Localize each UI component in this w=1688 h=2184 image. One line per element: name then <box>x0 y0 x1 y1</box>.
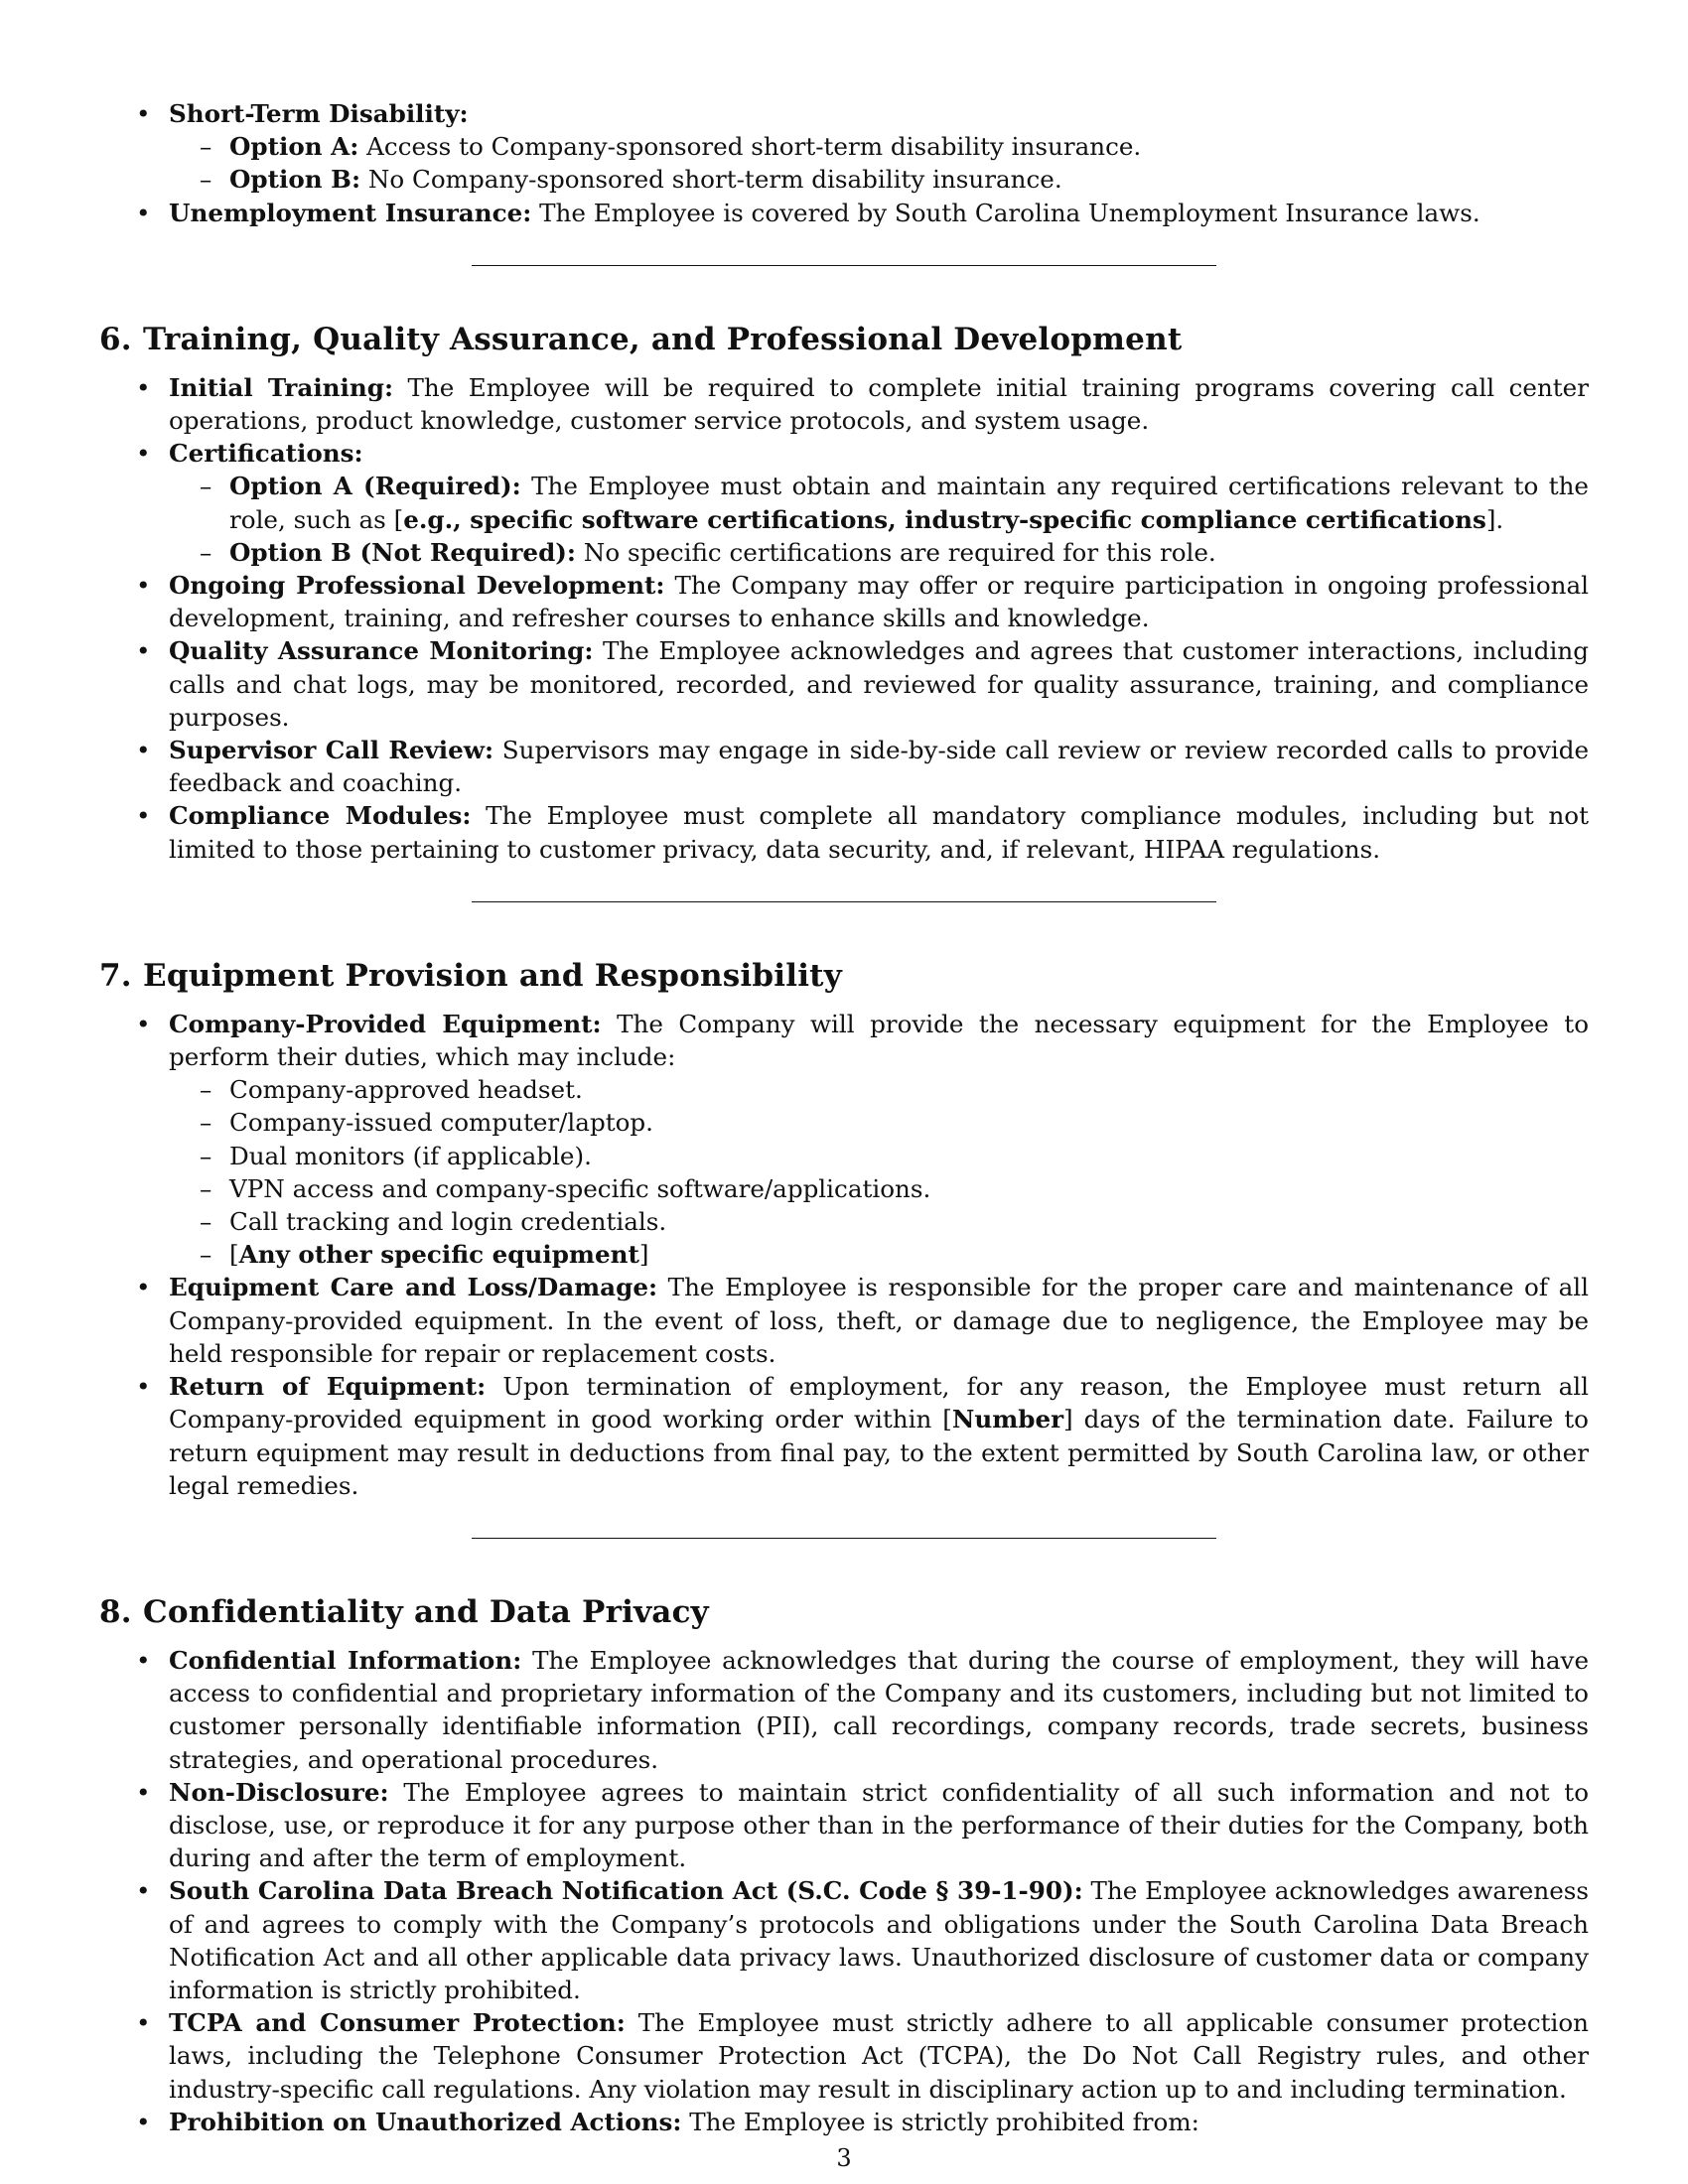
section-title: Confidentiality and Data Privacy <box>143 1593 709 1630</box>
list-item <box>99 1874 1589 2006</box>
item-text: The Employee must strictly adhere to all applicable consumer protection laws, including the Telephone Consumer Protection Act (TCPA), the Do Not Call Registry rules, and other industry-specific call regulations. Any violation may result in disciplinary action up to and including termination. <box>169 2008 1589 2104</box>
item-text: ] <box>638 1240 649 1270</box>
item-label: Company-Provided Equipment: <box>169 1009 602 1038</box>
item-text: The Employee must obtain and maintain any required certifications relevant to the role, such as [ <box>229 472 1589 534</box>
item-text: The Employee is strictly prohibited from: <box>681 2107 1199 2136</box>
item-text: Supervisors may engage in side-by-side call review or review recorded calls to provide feedback and coaching. <box>169 736 1590 798</box>
sub-list-item: – VPN access and company-specific software/applications. <box>169 1172 1589 1205</box>
item-label: Unemployment Insurance: <box>169 198 532 227</box>
section-number: 6. <box>99 321 132 357</box>
list-item <box>99 1271 1589 1370</box>
section-list <box>99 371 1589 866</box>
item-text: ]. <box>1485 504 1504 534</box>
item-text: The Employee acknowledges awareness of and agrees to comply with the Company’s protocols and obligations under the South Carolina Data Breach Notification Act and all other applicable data privacy laws. Unauthorized disclosure of customer data or company information is strictly prohibited. <box>169 1876 1589 2004</box>
item-label: Return of Equipment: <box>169 1372 487 1402</box>
section-title: Equipment Provision and Responsibility <box>143 957 842 994</box>
item-label: Prohibition on Unauthorized Actions: <box>169 2107 682 2136</box>
section-number: 8. <box>99 1593 132 1630</box>
item-label: Ongoing Professional Development: <box>169 571 665 601</box>
sub-list-item <box>169 1238 1589 1271</box>
list-item <box>99 734 1589 799</box>
list-item <box>99 1776 1589 1875</box>
placeholder-text: Number <box>951 1405 1064 1434</box>
item-text: The Employee must complete all mandatory compliance modules, including but not limited to those pertaining to customer privacy, data security, and, if relevant, HIPAA regulations. <box>169 801 1589 864</box>
placeholder-text: Any other specific equipment <box>238 1240 639 1270</box>
item-text: No specific certifications are required for this role. <box>575 537 1216 567</box>
item-label: South Carolina Data Breach Notification Act (S.C. Code § 39-1-90): <box>169 1876 1083 1906</box>
item-text: The Employee agrees to maintain strict confidentiality of all such information and not to disclose, use, or reproduce it for any purpose other than in the performance of their duties for the Company, both during and after the term of employment. <box>169 1777 1589 1873</box>
item-text: [ <box>229 1240 239 1270</box>
list-item <box>99 634 1589 734</box>
section-divider <box>472 265 1216 266</box>
item-label: Option A: <box>229 132 359 162</box>
sub-list-item <box>169 536 1589 569</box>
list-item <box>99 197 1589 229</box>
item-text: The Employee is covered by South Carolina Unemployment Insurance laws. <box>531 198 1480 227</box>
list-item <box>99 2106 1589 2138</box>
placeholder-text: e.g., specific software certifications, industry-specific compliance certifications <box>403 504 1486 534</box>
item-text: Upon termination of employment, for any reason, the Employee must return all Company-provided equipment in good working order within [ <box>169 1372 1590 1434</box>
list-item <box>99 799 1589 865</box>
item-label: Option B: <box>229 165 361 195</box>
item-text: The Employee acknowledges that during the course of employment, they will have access to confidential and proprietary information of the Company and its customers, including but not limited to customer personally identifiable information (PII), call recordings, company records, trade secrets, business strategies, and operational procedures. <box>169 1645 1590 1774</box>
section-title: Training, Quality Assurance, and Professional Development <box>143 321 1183 357</box>
sub-list-item: – Company-approved headset. <box>169 1073 1589 1106</box>
item-label: Non-Disclosure: <box>169 1777 389 1807</box>
section-heading <box>99 958 1589 994</box>
section-heading <box>99 1594 1589 1630</box>
sub-list-item: – Dual monitors (if applicable). <box>169 1140 1589 1172</box>
document-page <box>99 97 1589 2138</box>
item-text: ] days of the termination date. Failure to return equipment may result in deductions from final pay, to the extent permitted by South Carolina law, or other legal remedies. <box>169 1405 1589 1500</box>
section-divider <box>472 1538 1216 1539</box>
item-label: TCPA and Consumer Protection: <box>169 2008 626 2038</box>
sub-list <box>169 470 1589 569</box>
item-label: Short-Term Disability: <box>169 99 469 128</box>
sub-list-item: – Call tracking and login credentials. <box>169 1205 1589 1238</box>
list-item <box>99 1008 1589 1272</box>
item-text: The Employee is responsible for the proper care and maintenance of all Company-provided equipment. In the event of loss, theft, or damage due to negligence, the Employee may be held responsible for repair or replacement costs. <box>169 1273 1589 1368</box>
item-label: Supervisor Call Review: <box>169 736 494 765</box>
item-label: Confidential Information: <box>169 1645 522 1675</box>
item-label: Option B (Not Required): <box>229 537 576 567</box>
item-label: Certifications: <box>169 439 363 469</box>
equipment-list <box>169 1073 1589 1271</box>
item-text: The Company may offer or require participation in ongoing professional development, training, and refresher courses to enhance skills and knowledge. <box>169 571 1589 633</box>
list-item <box>99 437 1589 569</box>
benefits-list <box>99 97 1589 229</box>
section-number: 7. <box>99 957 132 994</box>
sub-list-item: – Company-issued computer/laptop. <box>169 1106 1589 1139</box>
item-text: The Employee acknowledges and agrees that customer interactions, including calls and chat logs, may be monitored, recorded, and reviewed for quality assurance, training, and compliance purposes. <box>169 636 1589 732</box>
list-item <box>99 97 1589 197</box>
list-item <box>99 569 1589 634</box>
sub-list <box>169 130 1589 196</box>
list-item <box>99 1370 1589 1502</box>
section-list <box>99 1008 1589 1502</box>
sub-list-item <box>169 130 1589 163</box>
sub-list-item <box>169 470 1589 535</box>
item-text: Access to Company-sponsored short-term disability insurance. <box>358 132 1142 162</box>
item-label: Compliance Modules: <box>169 801 472 831</box>
item-label: Option A (Required): <box>229 472 521 501</box>
item-text: The Employee will be required to complete initial training programs covering call center operations, product knowledge, customer service protocols, and system usage. <box>169 372 1589 436</box>
list-item <box>99 371 1589 437</box>
page-number: 3 <box>836 2144 852 2172</box>
section-heading <box>99 322 1589 357</box>
list-item <box>99 2006 1589 2106</box>
item-text: No Company-sponsored short-term disability insurance. <box>360 165 1062 195</box>
section-divider <box>472 901 1216 902</box>
section-list <box>99 1644 1589 2138</box>
item-label: Equipment Care and Loss/Damage: <box>169 1273 658 1302</box>
item-label: Initial Training: <box>169 372 394 402</box>
item-label: Quality Assurance Monitoring: <box>169 636 594 666</box>
list-item <box>99 1644 1589 1776</box>
item-text: The Company will provide the necessary equipment for the Employee to perform their duties, which may include: <box>169 1009 1589 1072</box>
sub-list-item <box>169 163 1589 196</box>
